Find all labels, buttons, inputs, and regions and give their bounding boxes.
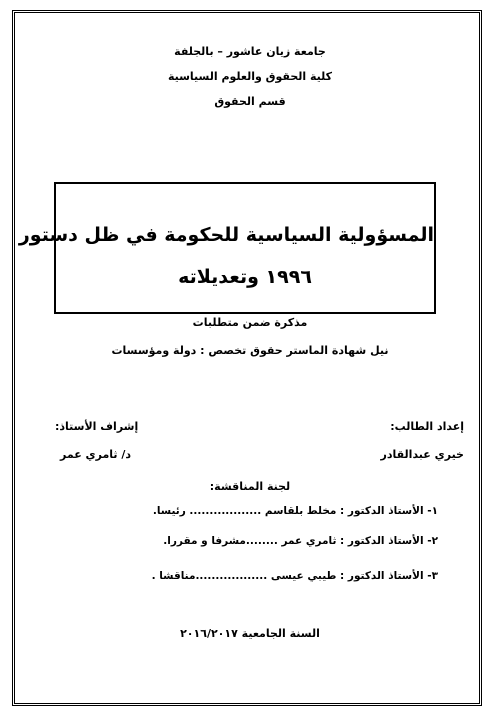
thesis-purpose-line-2: نيل شهادة الماستر حقوق تخصص : دولة ومؤسسات xyxy=(111,344,389,357)
student-name: خيري عبدالقادر xyxy=(380,448,464,461)
committee-member-2: ٢- الأستاذ الدكتور : ثامري عمر ........مشرفا و مقررا. xyxy=(163,535,438,547)
committee-member-1: ١- الأستاذ الدكتور : مخلط بلقاسم .................. رئيسا. xyxy=(152,505,438,517)
student-label: إعداد الطالب: xyxy=(390,420,464,433)
thesis-purpose-line-1: مذكرة ضمن متطلبات xyxy=(192,316,308,329)
supervisor-name: د/ ثامري عمر xyxy=(60,448,132,461)
supervisor-label: إشراف الأستاذ: xyxy=(55,420,139,433)
committee-heading: لجنة المناقشة: xyxy=(209,480,291,493)
faculty-name: كلية الحقوق والعلوم السياسية xyxy=(167,70,333,83)
academic-year: السنة الجامعية ٢٠١٦/٢٠١٧ xyxy=(180,627,320,640)
university-name: جامعة زيان عاشور – بالجلفة xyxy=(174,45,326,58)
thesis-title-line-2: ١٩٩٦ وتعديلاته xyxy=(178,266,312,288)
department-name: قسم الحقوق xyxy=(214,95,286,108)
page-border xyxy=(12,10,482,706)
thesis-title-line-1: المسؤولية السياسية للحكومة في ظل دستور xyxy=(18,224,434,246)
committee-member-3: ٣- الأستاذ الدكتور : طيبي عيسى ..................مناقشا . xyxy=(151,570,438,582)
thesis-title-box xyxy=(18,182,436,314)
